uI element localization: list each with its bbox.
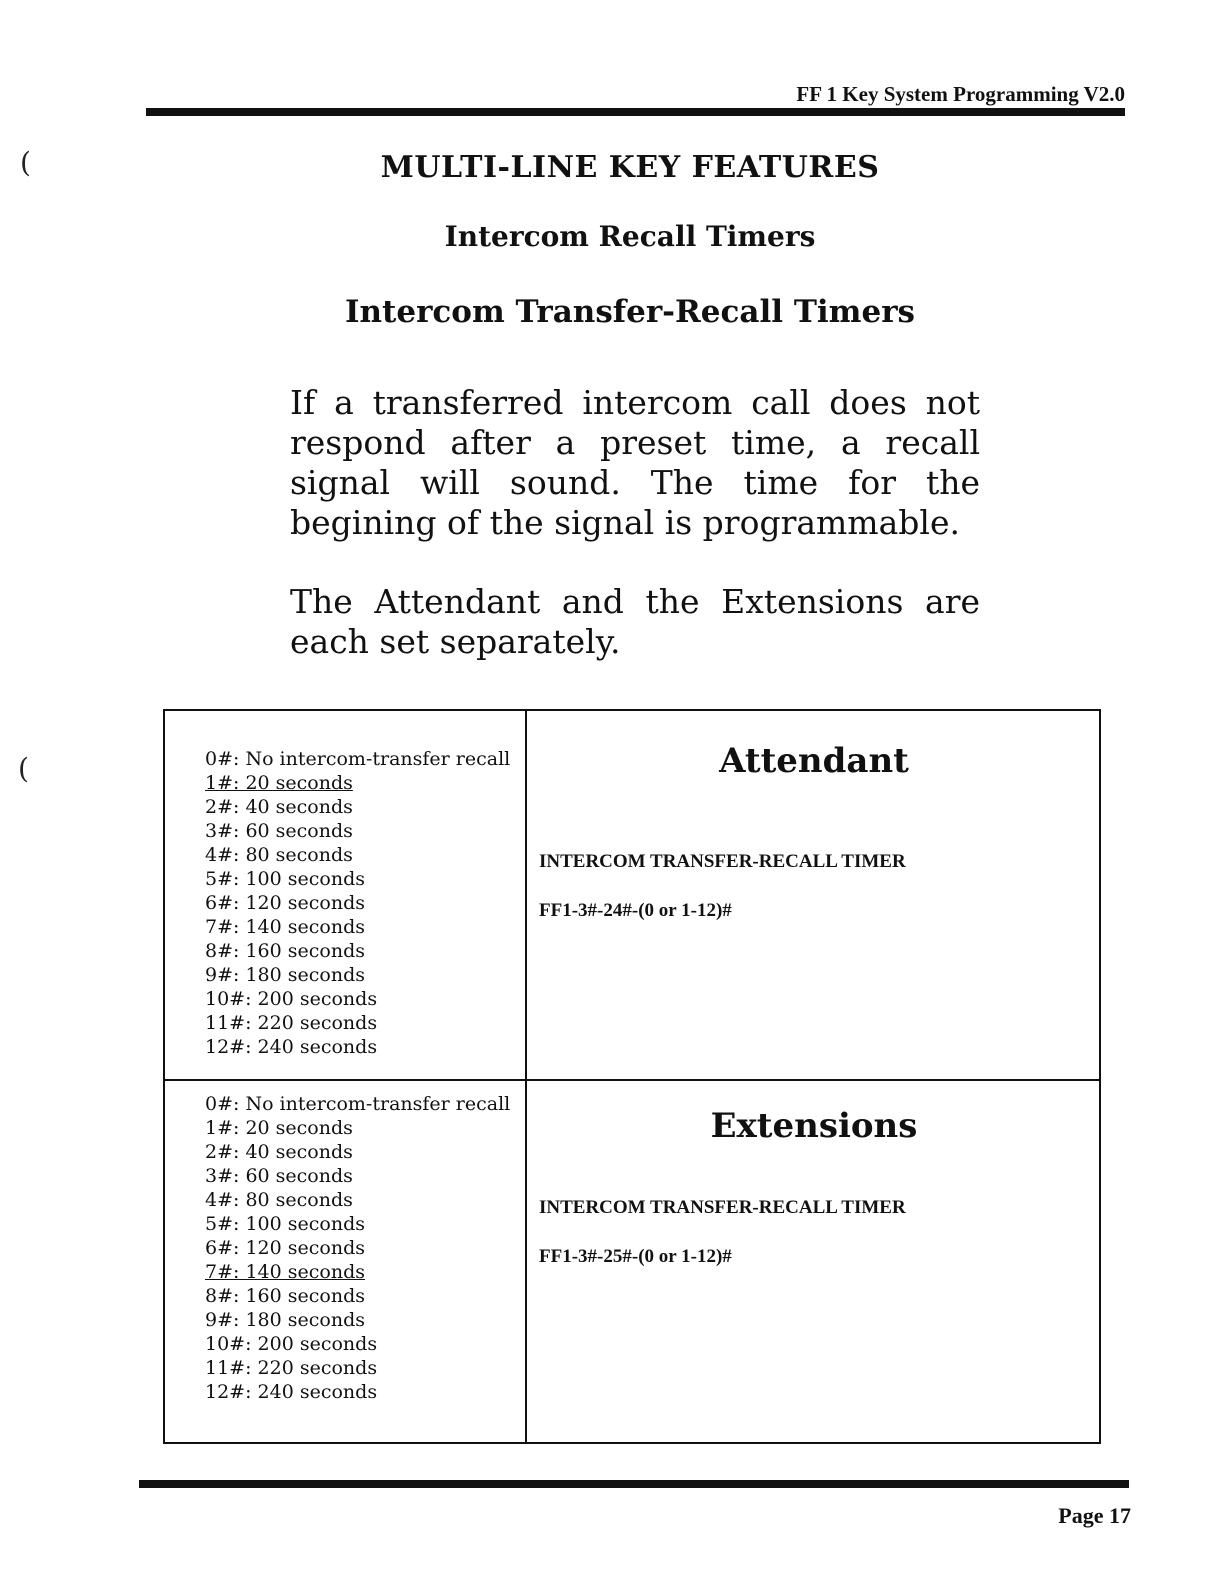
attendant-option-0: 0#: No intercom-transfer recall: [205, 748, 511, 770]
table-column-divider: [525, 711, 527, 1442]
attendant-option-12: 12#: 240 seconds: [205, 1036, 378, 1058]
extensions-option-2: 2#: 40 seconds: [205, 1141, 353, 1163]
subtitle-transfer-recall-timers: Intercom Transfer-Recall Timers: [345, 294, 915, 330]
extensions-option-12: 12#: 240 seconds: [205, 1381, 378, 1403]
page-number: Page 17: [1058, 1503, 1131, 1528]
attendant-option-1: 1#: 20 seconds: [205, 772, 353, 794]
attendant-program-code: FF1-3#-24#-(0 or 1-12)#: [539, 900, 732, 921]
extensions-option-0: 0#: No intercom-transfer recall: [205, 1093, 511, 1115]
extensions-option-3: 3#: 60 seconds: [205, 1165, 353, 1187]
extensions-heading: Extensions: [710, 1106, 918, 1146]
extensions-option-9: 9#: 180 seconds: [205, 1309, 365, 1331]
attendant-option-9: 9#: 180 seconds: [205, 964, 365, 986]
extensions-options-list: [205, 1092, 510, 1404]
extensions-program-code: FF1-3#-25#-(0 or 1-12)#: [539, 1246, 732, 1267]
extensions-option-1: 1#: 20 seconds: [205, 1117, 353, 1139]
extensions-option-4: 4#: 80 seconds: [205, 1189, 353, 1211]
attendant-option-10: 10#: 200 seconds: [205, 988, 378, 1010]
extensions-option-5: 5#: 100 seconds: [205, 1213, 365, 1235]
header-rule: [146, 108, 1125, 116]
attendant-heading: Attendant: [719, 741, 909, 781]
timer-table: [163, 709, 1101, 1444]
attendant-option-5: 5#: 100 seconds: [205, 868, 365, 890]
extensions-option-11: 11#: 220 seconds: [205, 1357, 378, 1379]
attendant-feature-name: INTERCOM TRANSFER-RECALL TIMER: [539, 851, 906, 872]
attendant-option-8: 8#: 160 seconds: [205, 940, 365, 962]
separate-setting-paragraph: The Attendant and the Extensions are each set separately.: [290, 582, 980, 661]
attendant-option-7: 7#: 140 seconds: [205, 916, 365, 938]
subtitle-intercom-recall-timers: Intercom Recall Timers: [444, 220, 816, 253]
extensions-option-6: 6#: 120 seconds: [205, 1237, 365, 1259]
attendant-option-2: 2#: 40 seconds: [205, 796, 353, 818]
extensions-option-8: 8#: 160 seconds: [205, 1285, 365, 1307]
header-title: FF 1 Key System Programming V2.0: [796, 82, 1125, 106]
attendant-option-4: 4#: 80 seconds: [205, 844, 353, 866]
attendant-option-11: 11#: 220 seconds: [205, 1012, 378, 1034]
extensions-option-10: 10#: 200 seconds: [205, 1333, 378, 1355]
page-title: MULTI-LINE KEY FEATURES: [380, 150, 880, 185]
table-row-divider: [165, 1079, 1099, 1081]
margin-mark-top: (: [20, 146, 31, 179]
footer-rule: [139, 1480, 1129, 1488]
attendant-options-list: [205, 747, 510, 1059]
attendant-option-3: 3#: 60 seconds: [205, 820, 353, 842]
extensions-option-7: 7#: 140 seconds: [205, 1261, 365, 1283]
description-paragraph: If a transferred intercom call does not respond after a preset time, a recall signal will sound. The time for the begining of the signal is programmable.: [290, 383, 980, 542]
extensions-feature-name: INTERCOM TRANSFER-RECALL TIMER: [539, 1197, 906, 1218]
margin-mark-middle: (: [18, 752, 29, 785]
attendant-option-6: 6#: 120 seconds: [205, 892, 365, 914]
